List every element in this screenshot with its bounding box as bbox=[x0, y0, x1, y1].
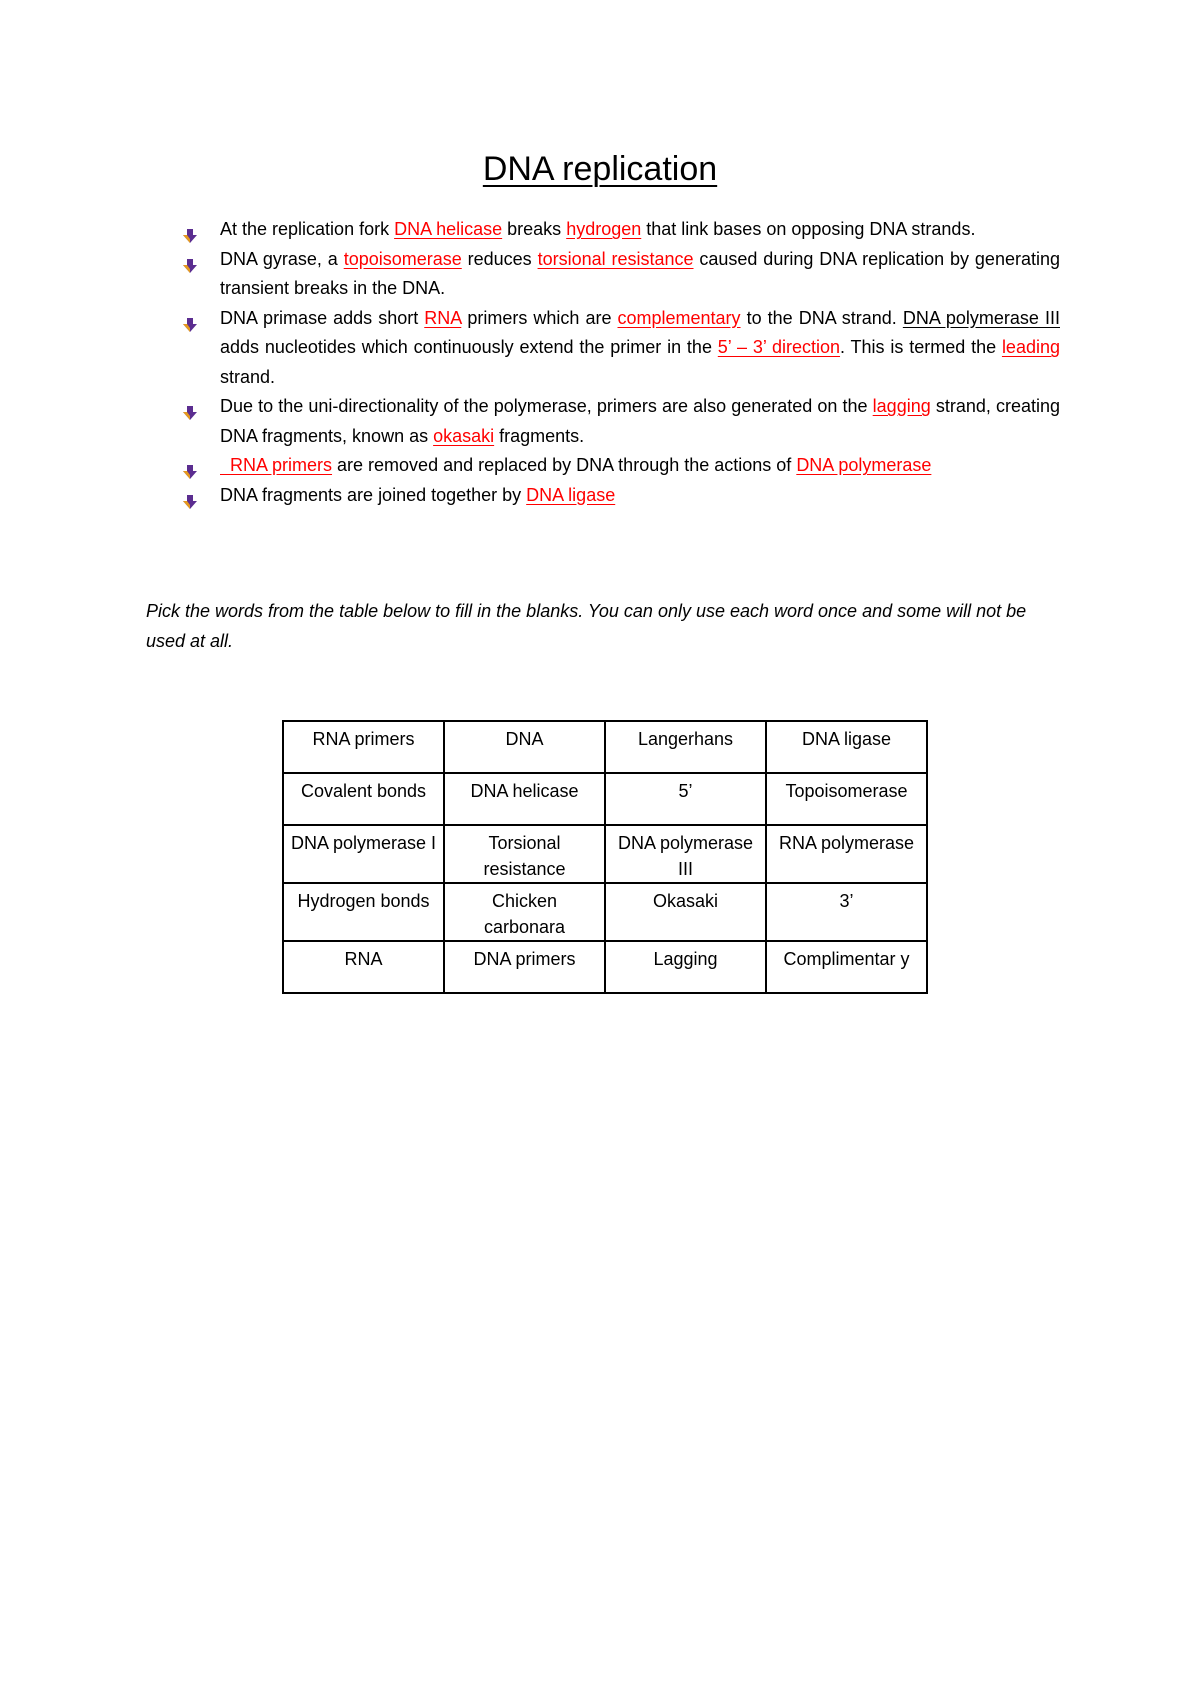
answer-text: DNA polymerase bbox=[796, 455, 932, 475]
bullet-text: strand, creating DNA fragments, known as bbox=[220, 396, 1066, 446]
answer-text: torsional resistance bbox=[537, 248, 694, 269]
bullet-text: Due to the uni-directionality of the polymerase, primers are also generated on the bbox=[220, 396, 873, 416]
table-cell: DNA polymerase III bbox=[605, 825, 766, 883]
answer-text: complementary bbox=[617, 307, 741, 328]
table-cell: DNA primers bbox=[444, 941, 605, 993]
bullet-text: adds nucleotides which continuously extend the primer in the bbox=[220, 307, 1066, 357]
table-cell: 3’ bbox=[766, 883, 927, 941]
table-cell: Complimentar y bbox=[766, 941, 927, 993]
bullet-item bbox=[180, 215, 1060, 245]
table-row bbox=[283, 825, 927, 883]
arrow-down-bullet-icon bbox=[183, 489, 197, 503]
instruction-text: Pick the words from the table below to fill in the blanks. You can only use each word once and some will not be used at all. bbox=[146, 601, 1027, 651]
bullet-text: . This is termed the bbox=[840, 337, 1002, 357]
table-cell: Topoisomerase bbox=[766, 773, 927, 825]
answer-text: lagging bbox=[872, 396, 931, 416]
bullet-text: reduces bbox=[461, 248, 538, 269]
answer-text: DNA ligase bbox=[526, 484, 616, 505]
bullet-text: breaks bbox=[502, 219, 567, 239]
bullet-item bbox=[180, 451, 1060, 481]
table-cell: DNA ligase bbox=[766, 721, 927, 773]
bullet-item bbox=[180, 392, 1066, 451]
arrow-down-bullet-icon bbox=[183, 253, 197, 267]
answer-text: topoisomerase bbox=[343, 248, 462, 269]
table-row bbox=[283, 883, 927, 941]
arrow-down-bullet-icon bbox=[183, 400, 197, 414]
table-row bbox=[283, 773, 927, 825]
table-cell: DNA polymerase I bbox=[283, 825, 444, 883]
table-cell: RNA bbox=[283, 941, 444, 993]
answer-text: leading bbox=[1001, 337, 1060, 357]
table-cell: RNA polymerase bbox=[766, 825, 927, 883]
table-cell: 5’ bbox=[605, 773, 766, 825]
answer-text: 5’ – 3’ direction bbox=[717, 337, 841, 357]
bullet-text: DNA fragments are joined together by bbox=[220, 484, 527, 505]
bullet-text: strand. bbox=[220, 337, 1066, 387]
arrow-down-bullet-icon bbox=[183, 459, 197, 473]
arrow-down-bullet-icon bbox=[183, 312, 197, 326]
bullet-text: fragments. bbox=[494, 425, 585, 446]
answer-text: hydrogen bbox=[566, 219, 642, 239]
bullet-item bbox=[180, 304, 1066, 393]
bullet-item bbox=[180, 481, 1060, 511]
table-cell: RNA primers bbox=[283, 721, 444, 773]
answer-text: okasaki bbox=[433, 425, 495, 446]
table-row bbox=[283, 941, 927, 993]
table-row bbox=[283, 721, 927, 773]
answer-text: RNA primers bbox=[220, 455, 333, 475]
bullet-text: are removed and replaced by DNA through the actions of bbox=[332, 455, 797, 475]
bullet-text: primers which are bbox=[461, 307, 618, 328]
bullet-list bbox=[180, 215, 1066, 510]
table-cell: Chicken carbonara bbox=[444, 883, 605, 941]
table-cell: DNA bbox=[444, 721, 605, 773]
word-bank-table bbox=[282, 720, 928, 994]
table-cell: Covalent bonds bbox=[283, 773, 444, 825]
bullet-text: DNA gyrase, a bbox=[220, 248, 344, 269]
bullet-text: to the DNA strand. bbox=[740, 307, 903, 328]
bullet-item bbox=[180, 245, 1066, 304]
table-cell: DNA helicase bbox=[444, 773, 605, 825]
table-cell: Langerhans bbox=[605, 721, 766, 773]
page-title: DNA replication bbox=[482, 150, 718, 188]
table-cell: Torsional resistance bbox=[444, 825, 605, 883]
answer-text: DNA helicase bbox=[394, 219, 503, 239]
bullet-text: DNA primase adds short bbox=[220, 307, 425, 328]
answer-text: RNA bbox=[424, 307, 462, 328]
underlined-text: DNA polymerase III bbox=[902, 307, 1060, 328]
table-cell: Okasaki bbox=[605, 883, 766, 941]
bullet-text: caused during DNA replication by generating transient breaks in the DNA. bbox=[220, 248, 1066, 298]
bullet-text: that link bases on opposing DNA strands. bbox=[641, 219, 976, 239]
table-cell: Hydrogen bonds bbox=[283, 883, 444, 941]
arrow-down-bullet-icon bbox=[183, 223, 197, 237]
bullet-text: At the replication fork bbox=[220, 219, 395, 239]
table-cell: Lagging bbox=[605, 941, 766, 993]
